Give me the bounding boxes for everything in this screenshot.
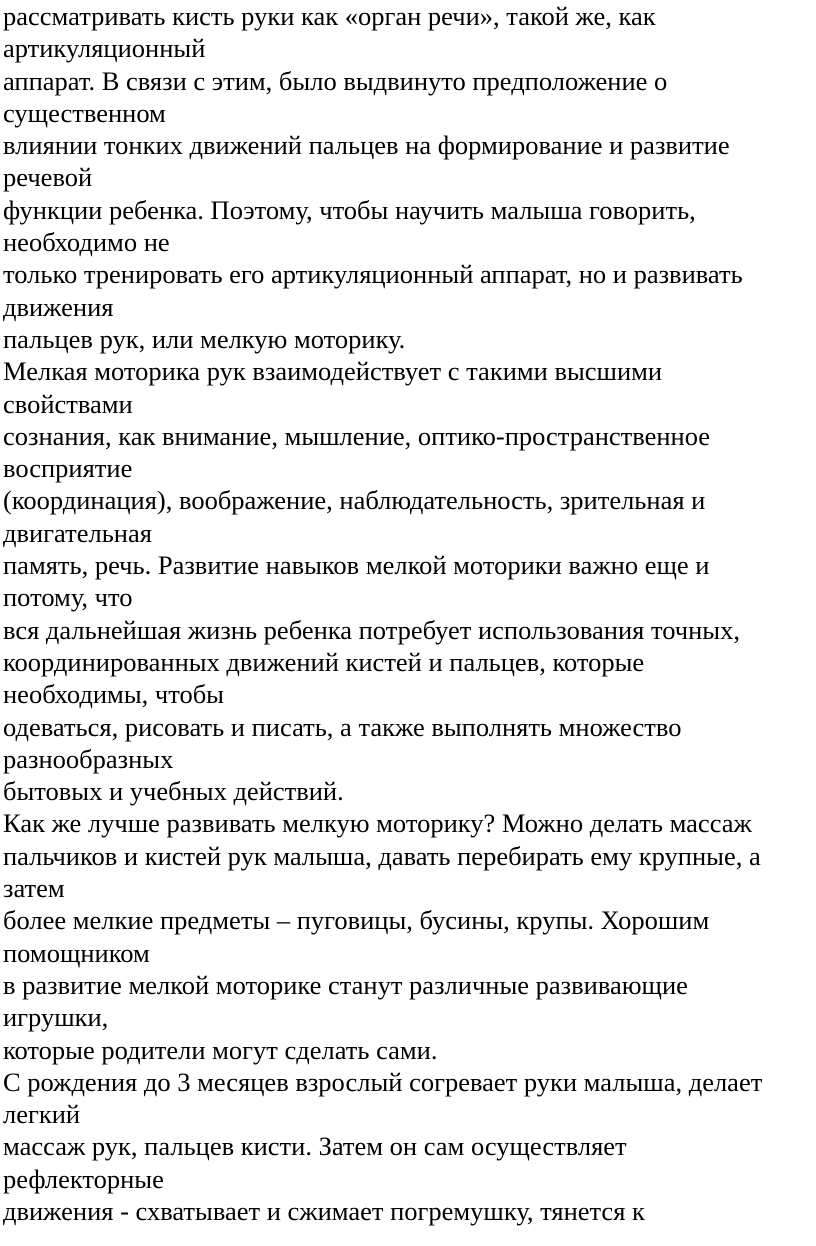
- text-line: движения - схватывает и сжимает погремушку, тянется к: [3, 1195, 645, 1226]
- text-line: необходимо не: [3, 227, 170, 258]
- text-line: Как же лучше развивать мелкую моторику? Можно делать массаж: [3, 808, 752, 839]
- document-page: [3, 0, 813, 1227]
- text-line: одеваться, рисовать и писать, а также выполнять множество: [3, 711, 682, 742]
- text-line: игрушки,: [3, 1002, 109, 1033]
- text-line: свойствами: [3, 388, 133, 419]
- text-line: которые родители могут сделать сами.: [3, 1034, 438, 1065]
- text-line: потому, что: [3, 582, 133, 613]
- text-line: помощником: [3, 937, 150, 968]
- text-line: движения: [3, 291, 114, 322]
- text-line: пальчиков и кистей рук малыша, давать перебирать ему крупные, а: [3, 840, 761, 871]
- text-line: вся дальнейшая жизнь ребенка потребует использования точных,: [3, 614, 740, 645]
- text-line: легкий: [3, 1099, 81, 1130]
- text-line: разнообразных: [3, 743, 174, 774]
- text-line: координированных движений кистей и пальцев, которые: [3, 646, 645, 677]
- text-line: речевой: [3, 162, 93, 193]
- text-line: массаж рук, пальцев кисти. Затем он сам осуществляет: [3, 1131, 627, 1162]
- text-line: бытовых и учебных действий.: [3, 776, 344, 807]
- text-line: более мелкие предметы – пуговицы, бусины, крупы. Хорошим: [3, 905, 710, 936]
- text-line: восприятие: [3, 453, 133, 484]
- text-line: пальцев рук, или мелкую моторику.: [3, 323, 406, 354]
- text-line: аппарат. В связи с этим, было выдвинуто предположение о: [3, 65, 668, 96]
- text-line: двигательная: [3, 517, 152, 548]
- text-line: затем: [3, 873, 65, 904]
- text-line: необходимы, чтобы: [3, 679, 224, 710]
- text-line: артикуляционный: [3, 33, 206, 64]
- text-line: только тренировать его артикуляционный аппарат, но и развивать: [3, 259, 743, 290]
- text-line: (координация), воображение, наблюдательность, зрительная и: [3, 485, 706, 516]
- text-line: функции ребенка. Поэтому, чтобы научить малыша говорить,: [3, 194, 696, 225]
- text-line: влиянии тонких движений пальцев на формирование и развитие: [3, 130, 730, 161]
- text-line: рефлекторные: [3, 1163, 164, 1194]
- text-line: Мелкая моторика рук взаимодействует с такими высшими: [3, 356, 663, 387]
- text-line: существенном: [3, 97, 166, 128]
- text-line: рассматривать кисть руки как «орган речи», такой же, как: [3, 1, 656, 31]
- text-line: сознания, как внимание, мышление, оптико-пространственное: [3, 420, 711, 451]
- text-line: в развитие мелкой моторике станут различные развивающие: [3, 969, 688, 1000]
- text-line: С рождения до 3 месяцев взрослый согревает руки малыша, делает: [3, 1066, 763, 1097]
- text-line: память, речь. Развитие навыков мелкой моторики важно еще и: [3, 550, 710, 581]
